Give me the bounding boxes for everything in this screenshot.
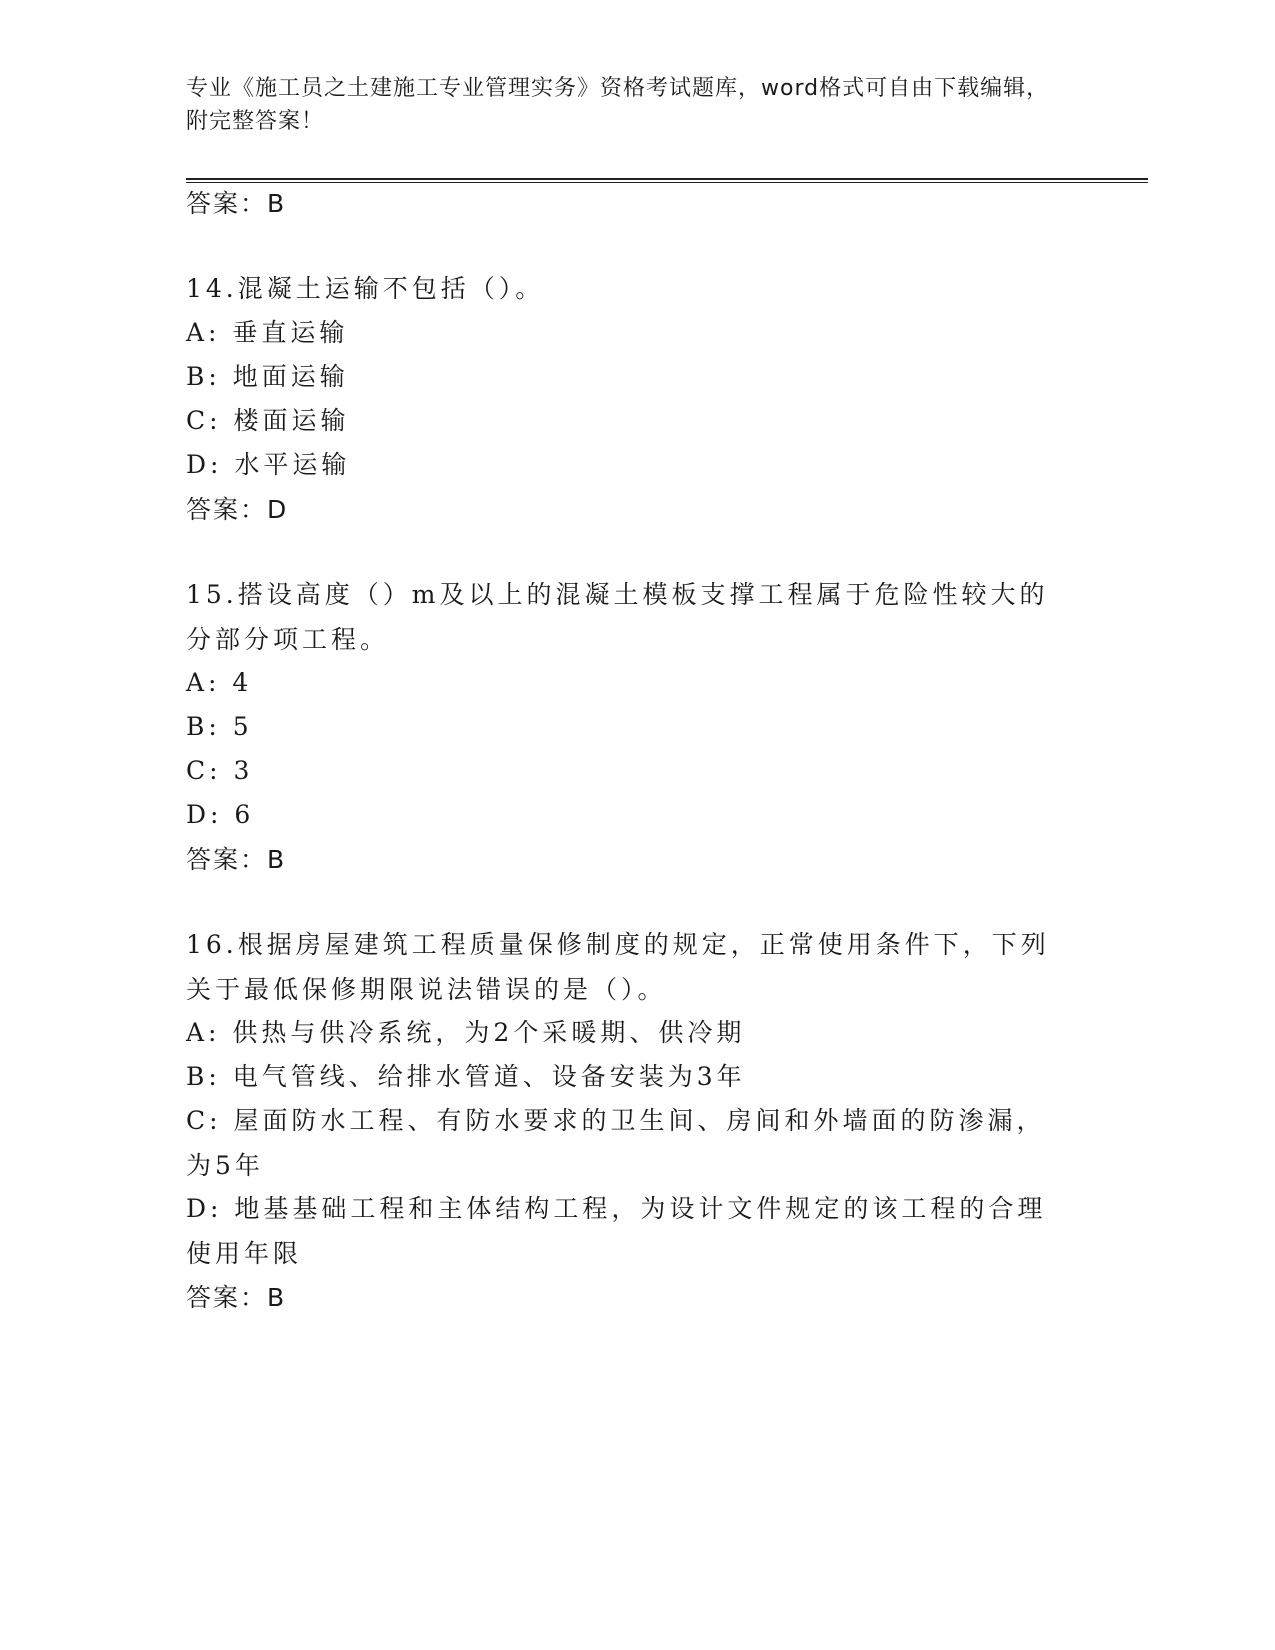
question-stem: 16.根据房屋建筑工程质量保修制度的规定，正常使用条件下，下列关于最低保修期限说法错误的是（）。 [186,930,1050,1004]
answer-line: 答案：B [186,1283,287,1312]
option-b: B: 地面运输 [186,362,349,391]
answer-line: 答案：B [186,189,287,218]
header-rule-thin [186,182,1148,183]
header-rule-thick [186,178,1148,180]
option-c: C: 屋面防水工程、有防水要求的卫生间、房间和外墙面的防渗漏，为5年 [186,1106,1046,1180]
option-c: C: 3 [186,756,254,785]
option-d: D: 水平运输 [186,450,351,479]
question-stem: 14.混凝土运输不包括（）。 [186,274,545,303]
question-stem: 15.搭设高度（）m及以上的混凝土模板支撑工程属于危险性较大的分部分项工程。 [186,580,1049,654]
document-header: 专业《施工员之土建施工专业管理实务》资格考试题库，word格式可自由下载编辑，附完整答案！ [186,76,1050,134]
answer-line: 答案：B [186,845,287,874]
option-c: C: 楼面运输 [186,406,350,435]
option-d: D: 地基基础工程和主体结构工程，为设计文件规定的该工程的合理使用年限 [186,1194,1047,1268]
option-b: B: 5 [186,712,253,741]
option-a: A: 垂直运输 [186,318,349,347]
option-a: A: 4 [186,668,253,697]
option-b: B: 电气管线、给排水管道、设备安装为3年 [186,1062,746,1091]
option-d: D: 6 [186,800,255,829]
option-a: A: 供热与供冷系统，为2个采暖期、供冷期 [186,1018,746,1047]
answer-line: 答案：D [186,495,289,524]
